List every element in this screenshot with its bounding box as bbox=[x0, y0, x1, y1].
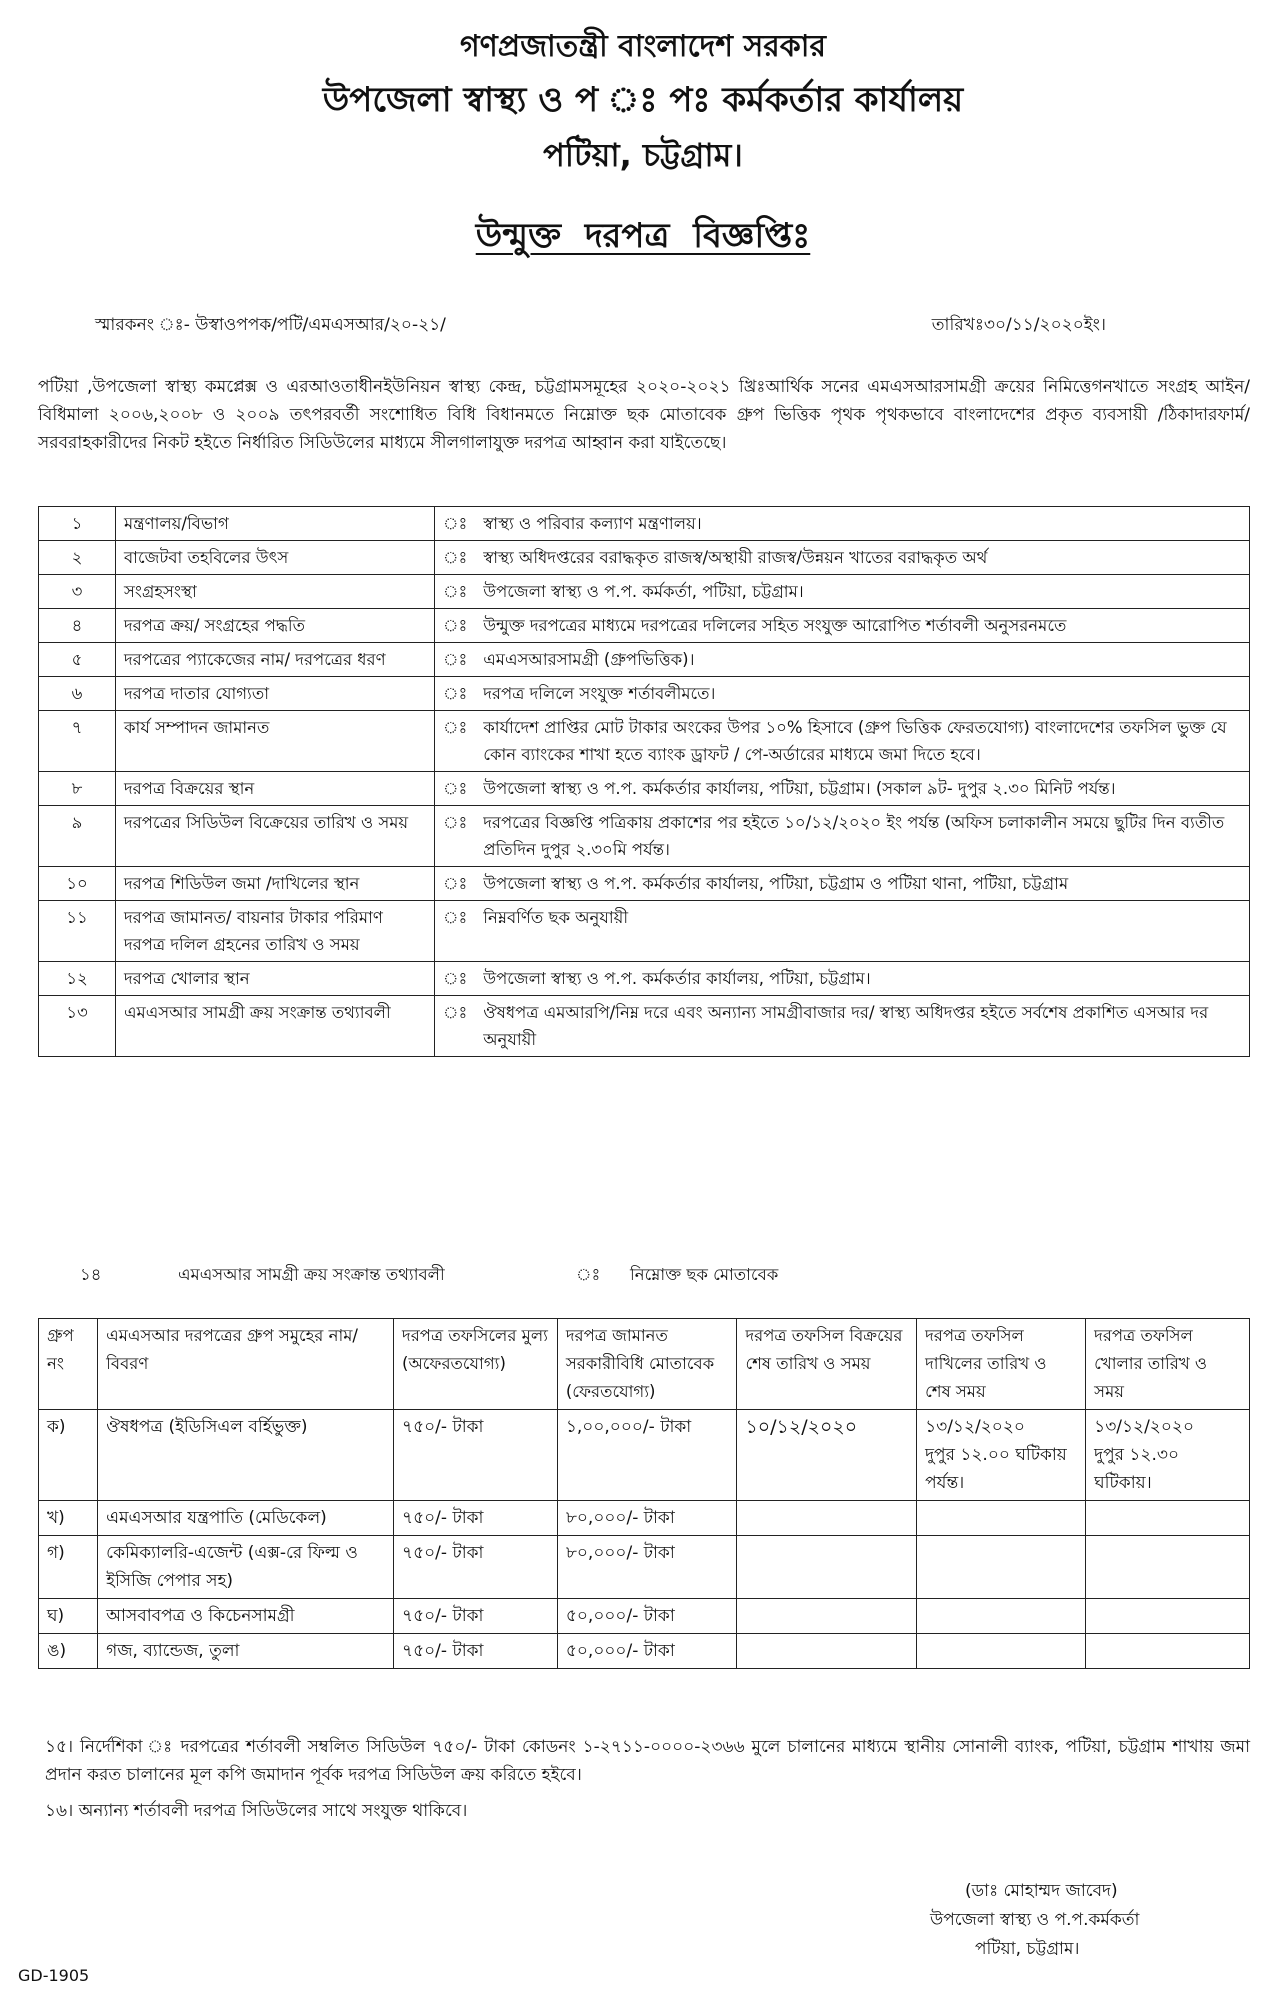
group-sale-end: ১০/১২/২০২০ bbox=[737, 1410, 917, 1501]
row-value: কার্যাদেশ প্রাপ্তির মোট টাকার অংকের উপর ১০% হিসাবে (গ্রুপ ভিত্তিক ফেরতযোগ্য) বাংলাদেশের তফসিল ভুক্ত যে কোন ব্যাংকের শাখা হতে ব্যাংক ড্রাফট / পে-অর্ডারের মাধ্যমে জমা দিতে হবে। bbox=[475, 711, 1249, 772]
row-colon: ঃ bbox=[435, 643, 476, 677]
row-item: দরপত্রের প্যাকেজের নাম/ দরপত্রের ধরণ bbox=[116, 643, 435, 677]
table-row bbox=[39, 609, 1250, 643]
table-row bbox=[39, 575, 1250, 609]
group-open bbox=[1086, 1536, 1250, 1599]
location-header: পটিয়া, চট্টগ্রাম। bbox=[543, 136, 743, 174]
row-item: সংগ্রহসংস্থা bbox=[116, 575, 435, 609]
note-15: ১৫। নির্দেশিকা ঃ দরপত্রের শর্তাবলী সম্বলিত সিডিউল ৭৫০/- টাকা কোডনং ১-২৭১১-০০০০-২৩৬৬ মুলে চালানের মাধ্যমে স্থানীয় সোনালী ব্যাংক, পটিয়া, চট্টগ্রাম শাখায় জমা প্রদান করত চালানের মূল কপি জমাদান পূর্বক দরপত্র সিডিউল ক্রয় করিতে হইবে। bbox=[45, 1737, 1250, 1785]
table-row bbox=[39, 541, 1250, 575]
table-row bbox=[39, 901, 1250, 962]
row-value: দরপত্র দলিলে সংযুক্ত শর্তাবলীমতে। bbox=[475, 677, 1249, 711]
row-value: উন্মুক্ত দরপত্রের মাধ্যমে দরপত্রের দলিলের সহিত সংযুক্ত আরোপিত শর্তাবলী অনুসরনমতে bbox=[475, 609, 1249, 643]
row-serial: ৬ bbox=[39, 677, 116, 711]
row-value: উপজেলা স্বাস্থ্য ও প.প. কর্মকর্তা, পটিয়া, চট্টগ্রাম। bbox=[475, 575, 1249, 609]
row14-colon: ঃ bbox=[576, 1265, 601, 1284]
group-no: ঘ) bbox=[39, 1599, 98, 1634]
table-row bbox=[39, 507, 1250, 541]
row-item: দরপত্র শিডিউল জমা /দাখিলের স্থান bbox=[116, 867, 435, 901]
row-colon: ঃ bbox=[435, 575, 476, 609]
row-colon: ঃ bbox=[435, 962, 476, 996]
row-colon: ঃ bbox=[435, 541, 476, 575]
row-value: এমএসআরসামগ্রী (গ্রুপভিত্তিক)। bbox=[475, 643, 1249, 677]
row-colon: ঃ bbox=[435, 806, 476, 867]
group-price: ৭৫০/- টাকা bbox=[394, 1410, 558, 1501]
group-sale-end bbox=[737, 1599, 917, 1634]
row-item: এমএসআর সামগ্রী ক্রয় সংক্রান্ত তথ্যাবলী bbox=[116, 996, 435, 1057]
row-item: বাজেটবা তহবিলের উৎস bbox=[116, 541, 435, 575]
row14-item: এমএসআর সামগ্রী ক্রয় সংক্রান্ত তথ্যাবলী bbox=[178, 1265, 445, 1284]
group-sale-end bbox=[737, 1634, 917, 1669]
group-submit bbox=[917, 1634, 1086, 1669]
memo-date: তারিখঃ৩০/১১/২০২০ইং। bbox=[931, 315, 1106, 335]
row-value: উপজেলা স্বাস্থ্য ও প.প. কর্মকর্তার কার্যালয়, পটিয়া, চট্টগ্রাম। (সকাল ৯ট- দুপুর ২.৩০ মিনিট পর্যন্ত। bbox=[475, 772, 1249, 806]
row-item: দরপত্র জামানত/ বায়নার টাকার পরিমাণ দরপত্র দলিল গ্রহনের তারিখ ও সময় bbox=[116, 901, 435, 962]
group-no: গ) bbox=[39, 1536, 98, 1599]
table-row bbox=[39, 1501, 1250, 1536]
row-value: উপজেলা স্বাস্থ্য ও প.প. কর্মকর্তার কার্যালয়, পটিয়া, চট্টগ্রাম ও পটিয়া থানা, পটিয়া, চট্টগ্রাম bbox=[475, 867, 1249, 901]
group-table bbox=[38, 1318, 1250, 1669]
group-security: ৮০,০০০/- টাকা bbox=[557, 1501, 737, 1536]
group-name: আসবাবপত্র ও কিচেনসামগ্রী bbox=[98, 1599, 394, 1634]
row-colon: ঃ bbox=[435, 711, 476, 772]
row-colon: ঃ bbox=[435, 609, 476, 643]
group-header-cell: গ্রুপ নং bbox=[39, 1319, 98, 1410]
row14-sl: ১৪ bbox=[80, 1265, 102, 1284]
group-no: ঙ) bbox=[39, 1634, 98, 1669]
table-row bbox=[39, 1634, 1250, 1669]
memo-ref: স্মারকনং ঃ- উস্বাওপপক/পটি/এমএসআর/২০-২১/ bbox=[95, 315, 446, 335]
group-price: ৭৫০/- টাকা bbox=[394, 1536, 558, 1599]
table-row bbox=[39, 962, 1250, 996]
table-row bbox=[39, 677, 1250, 711]
row-item: দরপত্র দাতার যোগ্যতা bbox=[116, 677, 435, 711]
tender-info-table bbox=[38, 506, 1250, 1057]
row-value: দরপত্রের বিজ্ঞপ্তি পত্রিকায় প্রকাশের পর হইতে ১০/১২/২০২০ ইং পর্যন্ত (অফিস চলাকালীন সময়ে ছুটির দিন ব্যতীত প্রতিদিন দুপুর ২.৩০মি পর্যন্ত। bbox=[475, 806, 1249, 867]
doc-code: GD-1905 bbox=[18, 1966, 90, 1985]
table-row bbox=[39, 806, 1250, 867]
group-price: ৭৫০/- টাকা bbox=[394, 1599, 558, 1634]
row-serial: ১৩ bbox=[39, 996, 116, 1057]
row-item: দরপত্রের সিডিউল বিক্রেয়ের তারিখ ও সময় bbox=[116, 806, 435, 867]
group-submit bbox=[917, 1410, 1086, 1501]
intro-paragraph: পটিয়া ,উপজেলা স্বাস্থ্য কমপ্লেক্স ও এরআওতাধীনইউনিয়ন স্বাস্থ্য কেন্দ্র, চট্টগ্রামসমূহের ২০২০-২০২১ খ্রিঃআর্থিক সনের এমএসআরসামগ্রী ক্রয়ের নিমিত্তেগনখাতে সংগ্রহ আইন/ বিধিমালা ২০০৬,২০০৮ ও ২০০৯ তৎপরবর্তী সংশোধিত বিধি বিধানমতে নিম্নোক্ত ছক মোতাবেক গ্রুপ ভিত্তিক পৃথক পৃথকভাবে বাংলাদেশের প্রকৃত ব্যবসায়ী /ঠিকাদারফার্ম/সরবরাহকারীদের নিকট হইতে নির্ধারিত সিডিউলের মাধ্যমে সীলগালাযুক্ত দরপত্র আহ্বান করা যাইতেছে। bbox=[38, 377, 1250, 453]
row-value: উপজেলা স্বাস্থ্য ও প.প. কর্মকর্তার কার্যালয়, পটিয়া, চট্টগ্রাম। bbox=[475, 962, 1249, 996]
row-serial: ৯ bbox=[39, 806, 116, 867]
signature-name: (ডাঃ মোহাম্মদ জাবেদ) bbox=[965, 1881, 1118, 1901]
open-time: দুপুর ১২.৩০ ঘটিকায়। bbox=[1094, 1445, 1179, 1493]
row-item: দরপত্র খোলার স্থান bbox=[116, 962, 435, 996]
row-colon: ঃ bbox=[435, 996, 476, 1057]
group-header-cell: দরপত্র তফসিল খোলার তারিখ ও সময় bbox=[1086, 1319, 1250, 1410]
group-name: গজ, ব্যান্ডেজ, তুলা bbox=[98, 1634, 394, 1669]
group-header-cell: দরপত্র তফসিল বিক্রয়ের শেষ তারিখ ও সময় bbox=[737, 1319, 917, 1410]
row-colon: ঃ bbox=[435, 867, 476, 901]
group-submit bbox=[917, 1599, 1086, 1634]
row-value: স্বাস্থ্য অধিদপ্তরের বরাদ্ধকৃত রাজস্ব/অস্থায়ী রাজস্ব/উন্নয়ন খাতের বরাদ্ধকৃত অর্থ bbox=[475, 541, 1249, 575]
group-name: কেমিক্যালরি-এজেন্ট (এক্স-রে ফিল্ম ও ইসিজি পেপার সহ) bbox=[98, 1536, 394, 1599]
row-serial: ১ bbox=[39, 507, 116, 541]
row-value: নিম্নবর্ণিত ছক অনুযায়ী bbox=[475, 901, 1249, 962]
table-row bbox=[39, 867, 1250, 901]
group-header-cell: দরপত্র তফসিলের মুল্য (অফেরতযোগ্য) bbox=[394, 1319, 558, 1410]
row-colon: ঃ bbox=[435, 507, 476, 541]
signature-place: পটিয়া, চট্টগ্রাম। bbox=[975, 1939, 1080, 1959]
row14-value: নিম্নোক্ত ছক মোতাবেক bbox=[630, 1265, 779, 1284]
row-serial: ৭ bbox=[39, 711, 116, 772]
submit-date: ১৩/১২/২০২০ bbox=[925, 1417, 1025, 1437]
group-open bbox=[1086, 1410, 1250, 1501]
row-serial: ৪ bbox=[39, 609, 116, 643]
group-submit bbox=[917, 1501, 1086, 1536]
row-colon: ঃ bbox=[435, 772, 476, 806]
group-name: ঔষধপত্র (ইডিসিএল বর্হিভুক্ত) bbox=[98, 1410, 394, 1501]
group-header-cell: এমএসআর দরপত্রের গ্রুপ সমুহের নাম/ বিবরণ bbox=[98, 1319, 394, 1410]
open-date: ১৩/১২/২০২০ bbox=[1094, 1417, 1195, 1437]
row-item: দরপত্র বিক্রয়ের স্থান bbox=[116, 772, 435, 806]
group-security: ৫০,০০০/- টাকা bbox=[557, 1634, 737, 1669]
row-serial: ১২ bbox=[39, 962, 116, 996]
group-price: ৭৫০/- টাকা bbox=[394, 1501, 558, 1536]
group-open bbox=[1086, 1501, 1250, 1536]
note-16: ১৬। অন্যান্য শর্তাবলী দরপত্র সিডিউলের সাথে সংযুক্ত থাকিবে। bbox=[45, 1801, 468, 1821]
row-item: মন্ত্রণালয়/বিভাগ bbox=[116, 507, 435, 541]
group-sale-end bbox=[737, 1501, 917, 1536]
group-security: ১,০০,০০০/- টাকা bbox=[557, 1410, 737, 1501]
row-serial: ৫ bbox=[39, 643, 116, 677]
table-row bbox=[39, 996, 1250, 1057]
row-serial: ১১ bbox=[39, 901, 116, 962]
group-open bbox=[1086, 1599, 1250, 1634]
gov-header: গণপ্রজাতন্ত্রী বাংলাদেশ সরকার bbox=[460, 29, 826, 64]
row-serial: ৮ bbox=[39, 772, 116, 806]
row-item: কার্য সম্পাদন জামানত bbox=[116, 711, 435, 772]
office-header: উপজেলা স্বাস্থ্য ও প ঃ পঃ কর্মকর্তার কার্যালয় bbox=[322, 80, 964, 120]
table-row bbox=[39, 1599, 1250, 1634]
group-sale-end bbox=[737, 1536, 917, 1599]
group-submit bbox=[917, 1536, 1086, 1599]
group-name: এমএসআর যন্ত্রপাতি (মেডিকেল) bbox=[98, 1501, 394, 1536]
table-row bbox=[39, 1410, 1250, 1501]
group-no: ক) bbox=[39, 1410, 98, 1501]
group-header-cell: দরপত্র তফসিল দাখিলের তারিখ ও শেষ সময় bbox=[917, 1319, 1086, 1410]
row-colon: ঃ bbox=[435, 901, 476, 962]
group-security: ৮০,০০০/- টাকা bbox=[557, 1536, 737, 1599]
row-colon: ঃ bbox=[435, 677, 476, 711]
submit-time: দুপুর ১২.০০ ঘটিকায় পর্যন্ত। bbox=[925, 1445, 1067, 1493]
notice-title: উন্মুক্ত দরপত্র বিজ্ঞপ্তিঃ bbox=[475, 216, 811, 256]
table-row bbox=[39, 772, 1250, 806]
row-serial: ৩ bbox=[39, 575, 116, 609]
row-value: স্বাস্থ্য ও পরিবার কল্যাণ মন্ত্রণালয়। bbox=[475, 507, 1249, 541]
row-serial: ১০ bbox=[39, 867, 116, 901]
table-row bbox=[39, 643, 1250, 677]
group-open bbox=[1086, 1634, 1250, 1669]
group-header-cell: দরপত্র জামানত সরকারীবিধি মোতাবেক (ফেরতযোগ্য) bbox=[557, 1319, 737, 1410]
table-row bbox=[39, 1536, 1250, 1599]
signature-designation: উপজেলা স্বাস্থ্য ও প.প.কর্মকর্তা bbox=[930, 1910, 1140, 1930]
row-value: ঔষধপত্র এমআরপি/নিম্ন দরে এবং অন্যান্য সামগ্রীবাজার দর/ স্বাস্থ্য অধিদপ্তর হইতে সর্বশেষ প্রকাশিত এসআর দর অনুযায়ী bbox=[475, 996, 1249, 1057]
group-security: ৫০,০০০/- টাকা bbox=[557, 1599, 737, 1634]
group-no: খ) bbox=[39, 1501, 98, 1536]
row-serial: ২ bbox=[39, 541, 116, 575]
group-price: ৭৫০/- টাকা bbox=[394, 1634, 558, 1669]
row-item: দরপত্র ক্রয়/ সংগ্রহের পদ্ধতি bbox=[116, 609, 435, 643]
table-row bbox=[39, 711, 1250, 772]
